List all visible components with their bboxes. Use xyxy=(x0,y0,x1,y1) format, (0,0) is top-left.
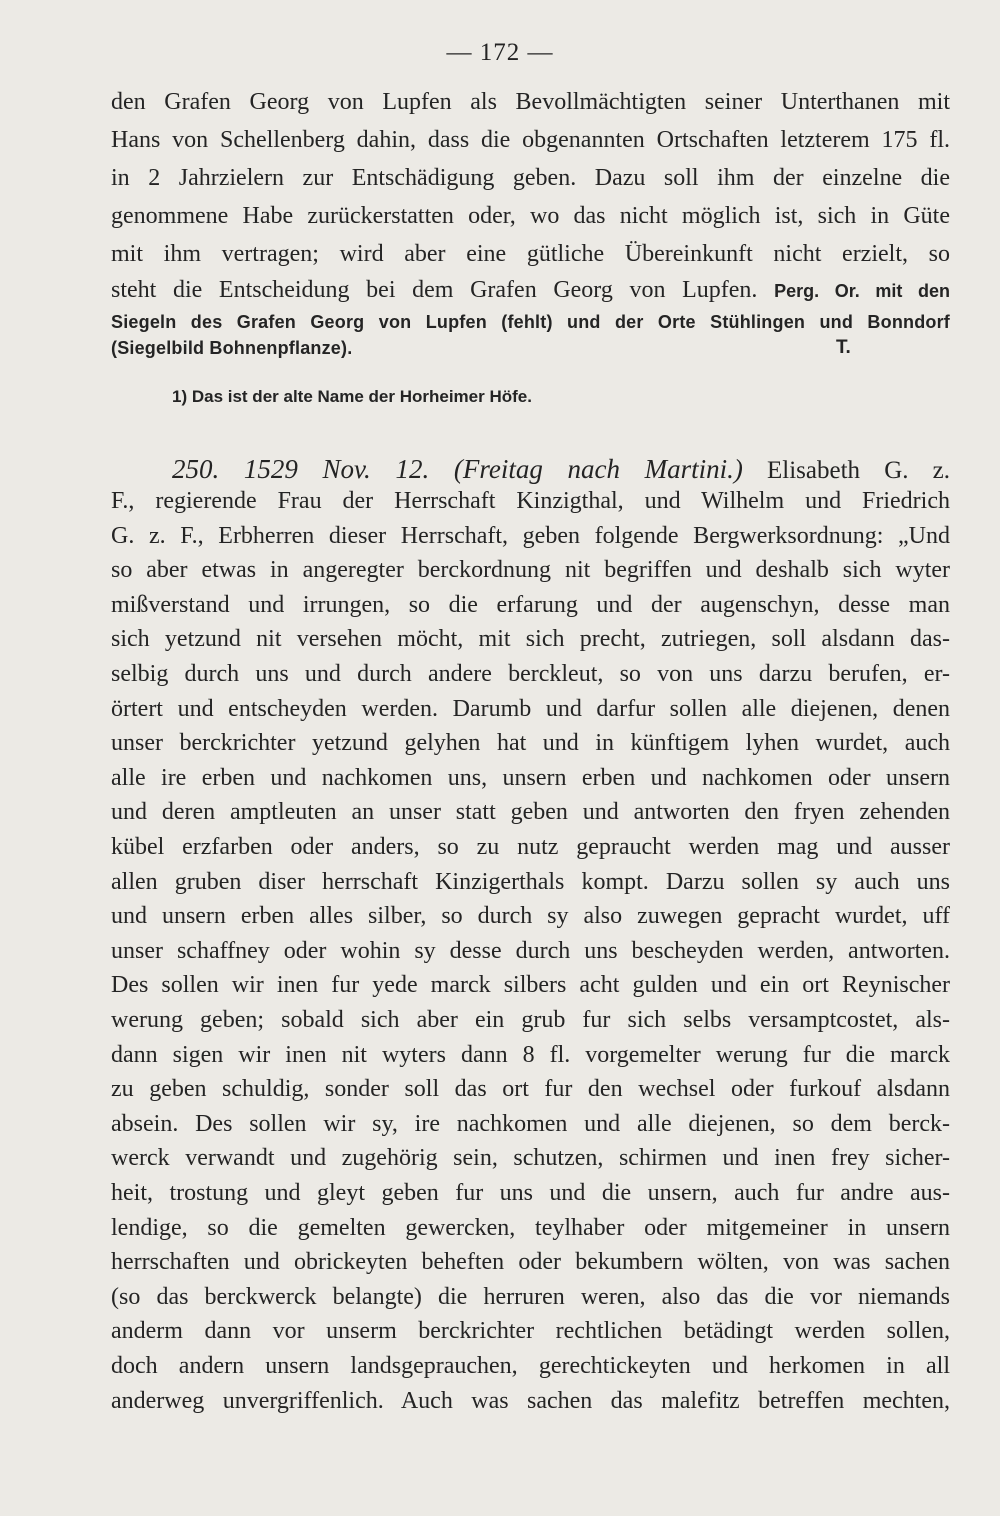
text-line: anderweg unvergriffenlich. Auch was sachen das malefitz betreffen mechten, xyxy=(111,1388,950,1414)
text-line: (so das berckwerck belangte) die herruren weren, also das die vor niemands xyxy=(111,1284,950,1310)
text-line: und deren amptleuten an unser statt geben und antworten den fryen zehenden xyxy=(111,799,950,825)
text-line: unser schaffney oder wohin sy desse durch uns bescheyden werden, antworten. xyxy=(111,938,950,964)
text-line: in 2 Jahrzielern zur Entschädigung geben. Dazu soll ihm der einzelne die xyxy=(111,165,950,191)
text-line: Hans von Schellenberg dahin, dass die obgenannten Ortschaften letzterem 175 fl. xyxy=(111,127,950,153)
text-line: dann sigen wir inen nit wyters dann 8 fl. vorgemelter werung fur die marck xyxy=(111,1042,950,1068)
text-line: sich yetzund nit versehen möcht, mit sich precht, zutriegen, soll alsdann das- xyxy=(111,626,950,652)
text-line: absein. Des sollen wir sy, ire nachkomen und alle diejenen, so dem berck- xyxy=(111,1111,950,1137)
text-line: heit, trostung und gleyt geben fur uns und die unsern, auch fur andre aus- xyxy=(111,1180,950,1206)
text-line: alle ire erben und nachkomen uns, unsern erben und nachkomen oder unsern xyxy=(111,765,950,791)
source-note: Perg. Or. mit den xyxy=(774,281,950,301)
text-line: und unsern erben alles silber, so durch sy also zuwegen gepracht wurdet, uff xyxy=(111,903,950,929)
source-note-line: Siegeln des Grafen Georg von Lupfen (fehlt) und der Orte Stühlingen und Bonndorf xyxy=(111,312,950,332)
page-number: — 172 — xyxy=(446,39,554,66)
entry-date: 250. 1529 Nov. 12. (Freitag nach Martini.) xyxy=(172,454,743,484)
editor-sign: T. xyxy=(836,337,851,358)
text-line: werung geben; sobald sich aber ein grub fur sich selbs versamptcostet, als- xyxy=(111,1007,950,1033)
text-line: selbig durch uns und durch andere berckleut, so von uns darzu berufen, er- xyxy=(111,661,950,687)
text-line: allen gruben diser herrschaft Kinzigerthals kompt. Darzu sollen sy auch uns xyxy=(111,869,950,895)
text-line: mißverstand und irrungen, so die erfarung und der augenschyn, desse man xyxy=(111,592,950,618)
text-line: anderm dann vor unserm berckrichter rechtlichen betädingt werden sollen, xyxy=(111,1318,950,1344)
text-line: doch andern unsern landsgeprauchen, gerechtickeyten und herkomen in all xyxy=(111,1353,950,1379)
text-line-main: steht die Entscheidung bei dem Grafen Georg von Lupfen. xyxy=(111,277,758,303)
text-line: genommene Habe zurückerstatten oder, wo das nicht möglich ist, sich in Güte xyxy=(111,203,950,229)
text-line: Des sollen wir inen fur yede marck silbers acht gulden und ein ort Reynischer xyxy=(111,972,950,998)
text-line: werck verwandt und zugehörig sein, schutzen, schirmen und inen frey sicher- xyxy=(111,1145,950,1171)
footnote: 1) Das ist der alte Name der Horheimer Höfe. xyxy=(172,387,532,406)
text-line: kübel erzfarben oder anders, so zu nutz gepraucht werden mag und ausser xyxy=(111,834,950,860)
text-line: lendige, so die gemelten gewercken, teylhaber oder mitgemeiner in unsern xyxy=(111,1215,950,1241)
text-line: F., regierende Frau der Herrschaft Kinzigthal, und Wilhelm und Friedrich xyxy=(111,488,950,514)
text-line: unser berckrichter yetzund gelyhen hat und in künftigem lyhen wurdet, auch xyxy=(111,730,950,756)
text-line-mixed xyxy=(111,275,950,305)
entry-heading-text: Elisabeth G. z. xyxy=(767,457,950,484)
source-note-line: (Siegelbild Bohnenpflanze). xyxy=(111,338,353,358)
entry-heading xyxy=(172,452,950,486)
text-line: so aber etwas in angeregter berckordnung nit begriffen und deshalb sich wyter xyxy=(111,557,950,583)
text-line: den Grafen Georg von Lupfen als Bevollmächtigten seiner Unterthanen mit xyxy=(111,89,950,115)
text-line: mit ihm vertragen; wird aber eine gütliche Übereinkunft nicht erzielt, so xyxy=(111,241,950,267)
text-line: zu geben schuldig, sonder soll das ort fur den wechsel oder furkouf alsdann xyxy=(111,1076,950,1102)
text-line: G. z. F., Erbherren dieser Herrschaft, geben folgende Bergwerksordnung: „Und xyxy=(111,523,950,549)
text-line: örtert und entscheyden werden. Darumb und darfur sollen alle diejenen, denen xyxy=(111,696,950,722)
text-line: herrschaften und obrickeyten beheften oder bekumbern wölten, von was sachen xyxy=(111,1249,950,1275)
